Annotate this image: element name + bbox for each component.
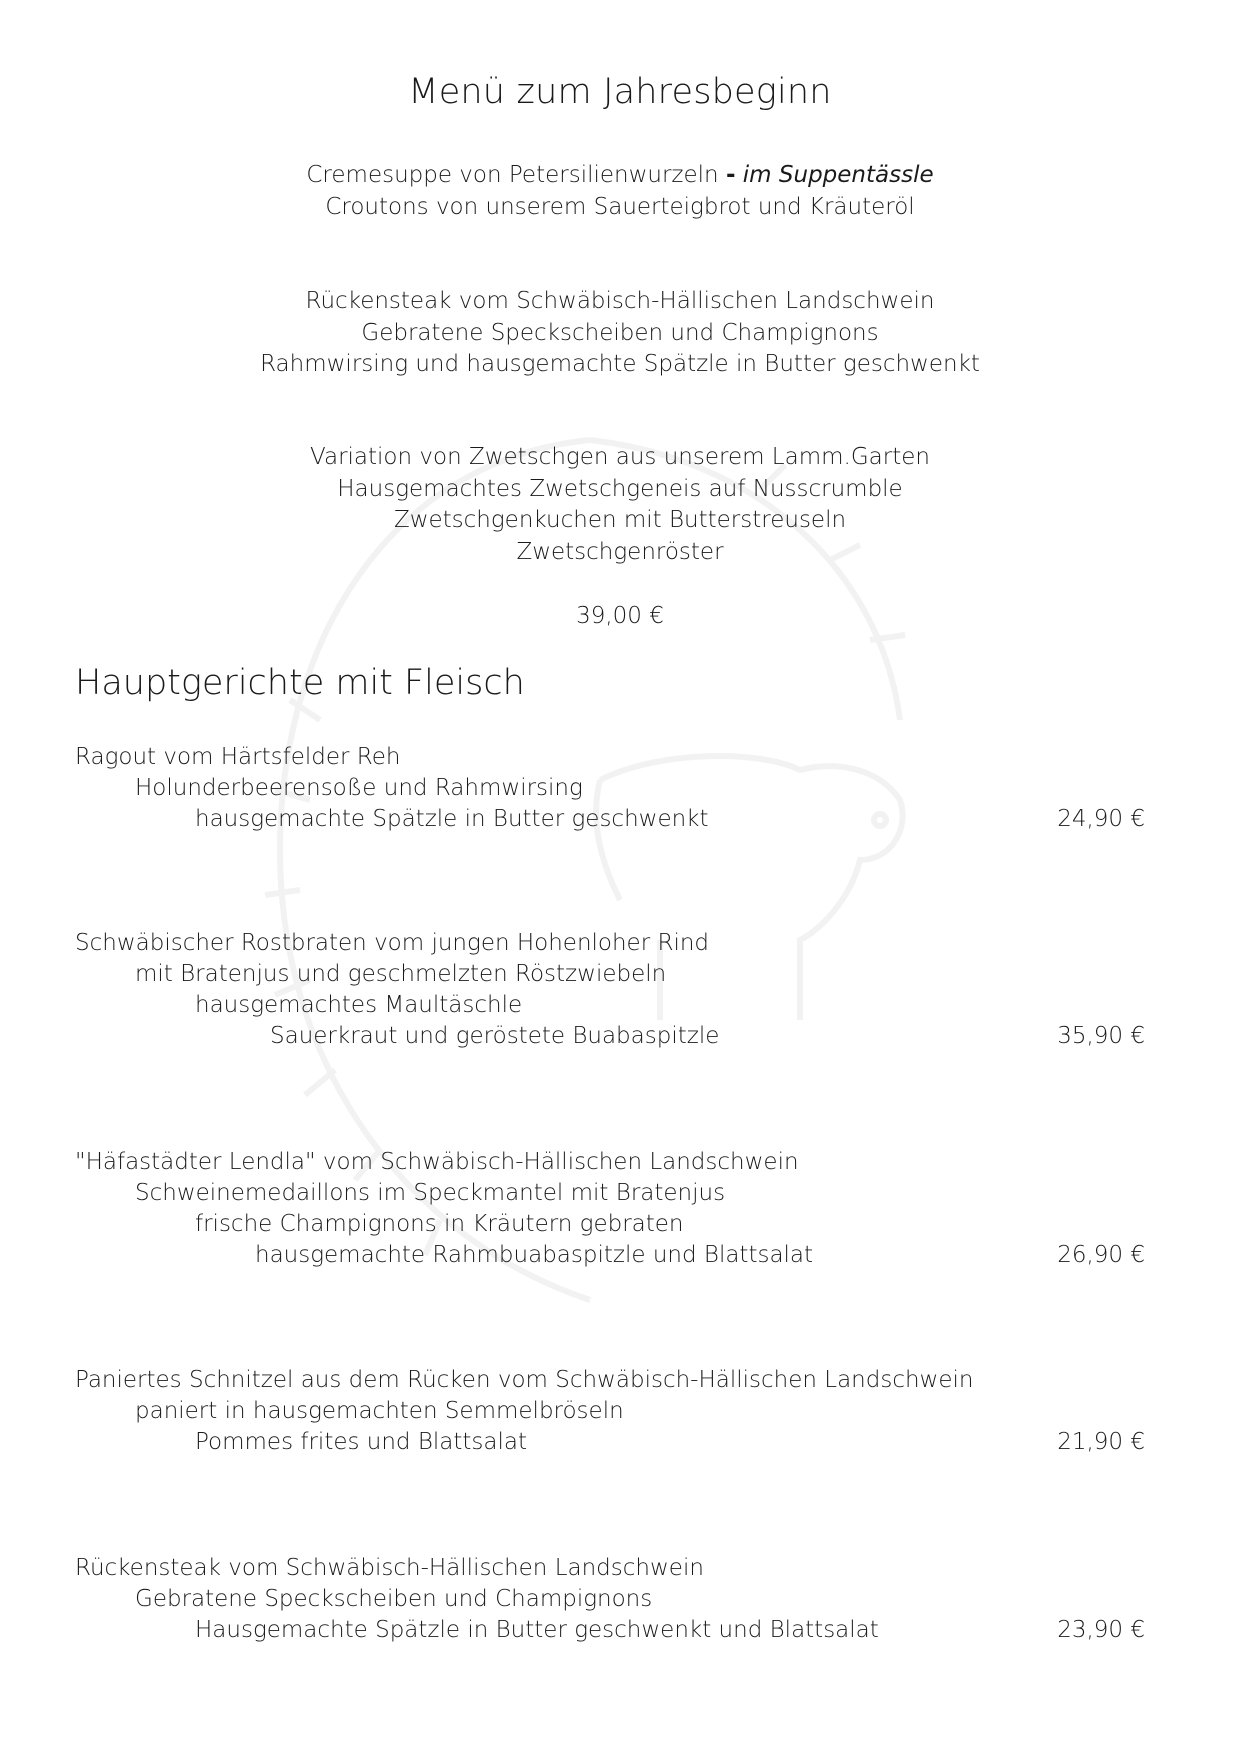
menu-course-main: [0, 286, 1240, 381]
course-line: Rückensteak vom Schwäbisch-Hällischen Landschwein: [305, 288, 935, 314]
course-line: Zwetschgenkuchen mit Butterstreuseln: [393, 507, 847, 533]
dish-description-line: mit Bratenjus und geschmelzten Röstzwiebeln: [135, 961, 667, 987]
menu-course-dessert: [0, 442, 1240, 568]
course-line: Variation von Zwetschgen aus unserem Lamm.Garten: [310, 444, 930, 470]
dish-price: 21,90 €: [1057, 1429, 1145, 1455]
course-line: Croutons von unserem Sauerteigbrot und Kräuteröl: [325, 193, 915, 220]
course-line: [0, 160, 1240, 192]
dish-item: [75, 1365, 1155, 1458]
dish-description-line: hausgemachtes Maultäschle: [195, 992, 523, 1018]
course-line: Hausgemachtes Zwetschgeneis auf Nusscrumble: [337, 475, 903, 502]
course-line: Gebratene Speckscheiben und Champignons: [361, 319, 879, 346]
course-italic-note: im Suppentässle: [742, 162, 934, 188]
course-main-text: Cremesuppe von Petersilienwurzeln: [306, 162, 719, 188]
dish-name: Paniertes Schnitzel aus dem Rücken vom Schwäbisch-Hällischen Landschwein: [75, 1367, 974, 1393]
dish-description-line: hausgemachte Rahmbuabaspitzle und Blattsalat: [255, 1242, 814, 1268]
dish-description-line: hausgemachte Spätzle in Butter geschwenkt: [195, 806, 709, 832]
course-line: Zwetschgenröster: [516, 538, 724, 565]
dish-item: [75, 1553, 1155, 1646]
dish-price: 26,90 €: [1057, 1242, 1145, 1268]
dish-name: Rückensteak vom Schwäbisch-Hällischen Landschwein: [75, 1555, 704, 1581]
dish-description-line: Sauerkraut und geröstete Buabaspitzle: [270, 1023, 720, 1049]
dish-item: [75, 1147, 1155, 1271]
course-line: Rahmwirsing und hausgemachte Spätzle in Butter geschwenkt: [260, 351, 980, 377]
dish-name: Schwäbischer Rostbraten vom jungen Hohenloher Rind: [75, 930, 710, 956]
dish-name: Ragout vom Härtsfelder Reh: [75, 744, 401, 770]
menu-price: 39,00 €: [576, 603, 664, 629]
dish-description-line: Hausgemachte Spätzle in Butter geschwenkt und Blattsalat: [195, 1617, 879, 1643]
dish-description-line: Holunderbeerensoße und Rahmwirsing: [135, 775, 583, 801]
dish-name: "Häfastädter Lendla" vom Schwäbisch-Hällischen Landschwein: [75, 1149, 799, 1175]
course-separator: -: [725, 162, 736, 188]
dish-description-line: Pommes frites und Blattsalat: [195, 1429, 528, 1455]
menu-course-soup: [0, 160, 1240, 223]
menu-title: Menü zum Jahresbeginn: [408, 72, 832, 112]
dish-price: 24,90 €: [1057, 806, 1145, 832]
dish-item: [75, 928, 1155, 1052]
dish-description-line: Schweinemedaillons im Speckmantel mit Bratenjus: [135, 1180, 726, 1206]
dish-item: [75, 742, 1155, 835]
dish-description-line: frische Champignons in Kräutern gebraten: [195, 1211, 684, 1237]
dish-description-line: Gebratene Speckscheiben und Champignons: [135, 1586, 653, 1612]
dish-price: 35,90 €: [1057, 1023, 1145, 1049]
section-title: Hauptgerichte mit Fleisch: [75, 663, 525, 703]
dish-price: 23,90 €: [1057, 1617, 1145, 1643]
dish-description-line: paniert in hausgemachten Semmelbröseln: [135, 1398, 624, 1424]
